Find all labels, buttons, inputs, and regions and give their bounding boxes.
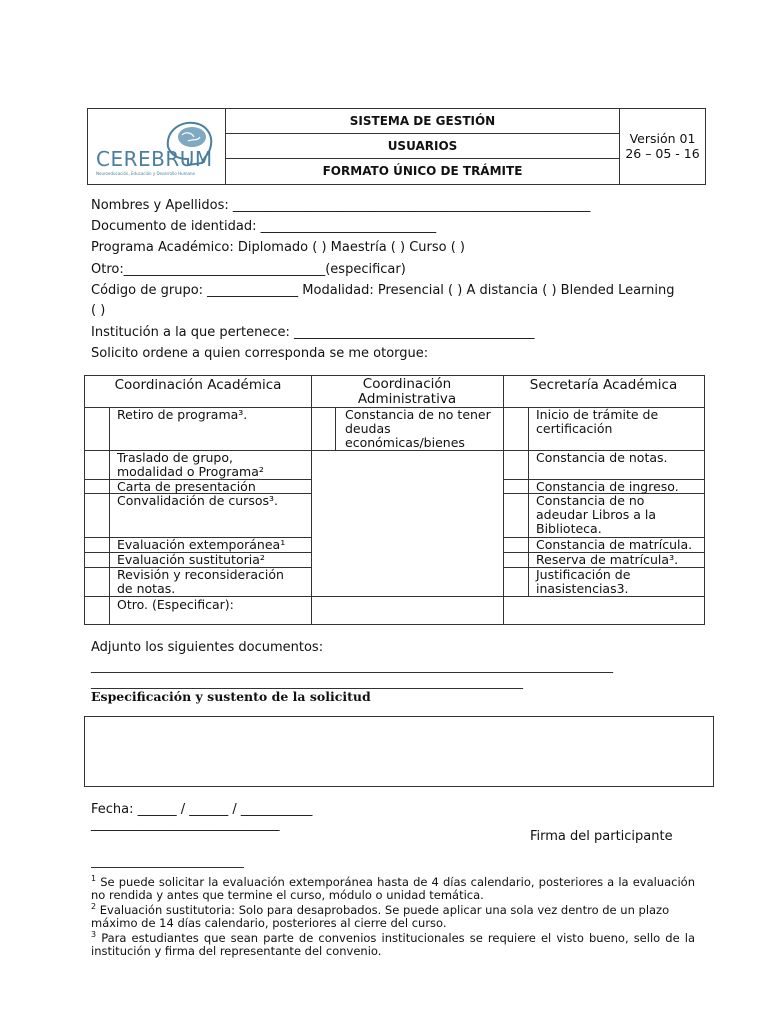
col-academic-header: Coordinación Académica bbox=[114, 377, 282, 393]
item-transfer[interactable]: Traslado de grupo, modalidad o Programa² bbox=[117, 450, 264, 479]
logo-subtitle: Neuroeducación, Educación y Desarrollo Humano bbox=[96, 171, 195, 176]
institution-field[interactable]: Institución a la que pertenece: _____________________________________ bbox=[91, 325, 535, 340]
version-date: 26 – 05 - 16 bbox=[625, 146, 700, 161]
blended-checkbox[interactable]: ( ) bbox=[91, 303, 106, 318]
item-enrollment-reserve[interactable]: Reserva de matrícula³. bbox=[536, 552, 679, 567]
item-absence-justification[interactable]: Justificación de inasistencias3. bbox=[536, 567, 631, 596]
group-code-field[interactable]: Código de grupo: ______________ Modalidad: Presencial ( ) A distancia ( ) Blended Learning bbox=[91, 283, 675, 298]
signature-label: Firma del participante bbox=[530, 829, 673, 844]
item-presentation-letter[interactable]: Carta de presentación bbox=[117, 479, 256, 494]
signature-line[interactable]: _____________________________ bbox=[91, 817, 280, 832]
footnote-2: $^2$ Evaluación sustitutoria: Solo para desaprobados. Se puede aplicar una sola vez dentro de un plazo máximo de 14 días calendario, posteriores al cierre del curso. bbox=[91, 902, 670, 930]
request-table bbox=[84, 375, 705, 625]
col-secretary-header: Secretaría Académica bbox=[529, 377, 678, 393]
names-field[interactable]: Nombres y Apellidos: _______________________________________________________ bbox=[91, 198, 591, 213]
col-admin-header: Coordinación Administrativa bbox=[357, 376, 457, 407]
document-field[interactable]: Documento de identidad: ___________________________ bbox=[91, 219, 437, 234]
program-field[interactable]: Programa Académico: Diplomado ( ) Maestría ( ) Curso ( ) bbox=[91, 240, 465, 255]
item-late-evaluation[interactable]: Evaluación extemporánea¹ bbox=[117, 537, 286, 552]
specification-title: Especificación y sustento de la solicitud bbox=[91, 689, 371, 704]
item-entry-certificate[interactable]: Constancia de ingreso. bbox=[536, 479, 679, 494]
item-grade-review[interactable]: Revisión y reconsideración de notas. bbox=[117, 567, 284, 596]
form-header bbox=[87, 108, 706, 185]
item-enrollment-certificate[interactable]: Constancia de matrícula. bbox=[536, 537, 693, 552]
date-field[interactable]: Fecha: ______ / ______ / ___________ bbox=[91, 802, 313, 817]
specification-textarea[interactable] bbox=[84, 716, 714, 787]
version-label: Versión 01 bbox=[629, 131, 696, 146]
item-withdrawal[interactable]: Retiro de programa³. bbox=[117, 407, 248, 422]
system-title: SISTEMA DE GESTIÓN bbox=[226, 109, 619, 134]
footnote-separator bbox=[91, 867, 244, 868]
attachments-line-1[interactable]: _______________________________________________________________________________________ bbox=[91, 659, 613, 673]
logo-text: CEREBRUM bbox=[96, 147, 213, 171]
logo-cell bbox=[88, 109, 226, 184]
attachments-label: Adjunto los siguientes documentos: bbox=[91, 640, 324, 655]
item-other[interactable]: Otro. (Especificar): bbox=[117, 597, 234, 612]
footnote-1: $^1$ Se puede solicitar la evaluación extemporánea hasta de 4 días calendario, posteriores a la evaluación no rendida y antes que termine el curso, módulo o unidad temática. bbox=[91, 874, 695, 902]
item-certification[interactable]: Inicio de trámite de certificación bbox=[536, 407, 659, 436]
users-title: USUARIOS bbox=[226, 134, 619, 159]
other-field[interactable]: Otro:_______________________________(especificar) bbox=[91, 262, 406, 277]
item-validation[interactable]: Convalidación de cursos³. bbox=[117, 493, 278, 508]
footnote-3: $^3$ Para estudiantes que sean parte de convenios institucionales se requiere el visto bueno, sello de la institución y firma del representante del convenio. bbox=[91, 930, 695, 958]
item-library-certificate[interactable]: Constancia de no adeudar Libros a la Biblioteca. bbox=[536, 493, 657, 536]
attachments-line-2[interactable]: ________________________________________________________________________ bbox=[91, 675, 523, 689]
format-title: FORMATO ÚNICO DE TRÁMITE bbox=[322, 164, 523, 178]
version-cell bbox=[620, 109, 705, 184]
item-no-debt[interactable]: Constancia de no tener deudas económicas/bienes bbox=[345, 407, 491, 450]
item-substitute-evaluation[interactable]: Evaluación sustitutoria² bbox=[117, 552, 265, 567]
header-titles bbox=[226, 109, 620, 184]
item-grades-certificate[interactable]: Constancia de notas. bbox=[536, 450, 668, 465]
request-text: Solicito ordene a quien corresponda se me otorgue: bbox=[91, 346, 429, 361]
